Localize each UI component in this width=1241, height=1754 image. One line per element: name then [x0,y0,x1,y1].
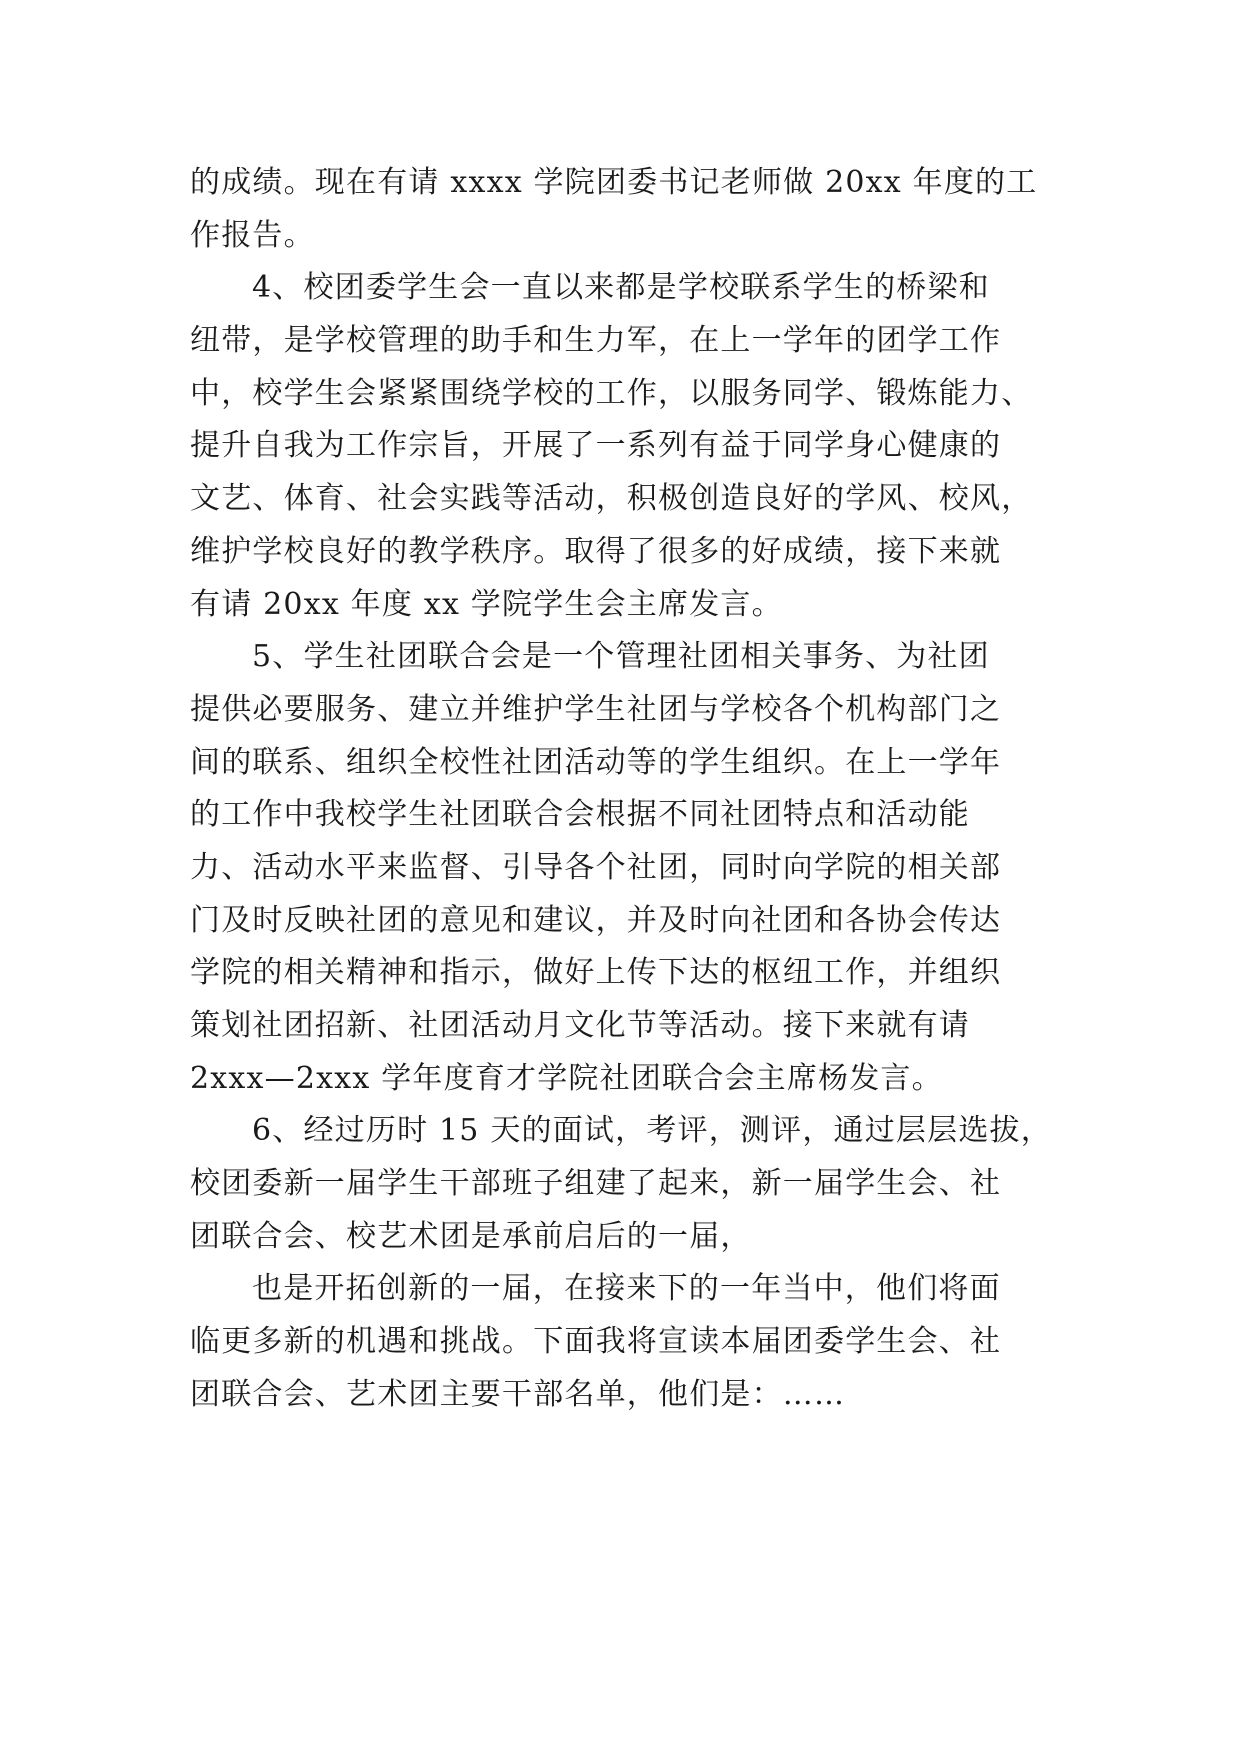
text-line: 纽带，是学校管理的助手和生力军，在上一学年的团学工作 [190,323,1002,359]
text-line: 学院的相关精神和指示，做好上传下达的枢纽工作，并组织 [190,955,1002,991]
paragraph-7-start: 也是开拓创新的一届，在接来下的一年当中，他们将面 [252,1271,1001,1307]
text-line: 的工作中我校学生社团联合会根据不同社团特点和活动能 [190,797,970,833]
text-line: 间的联系、组织全校性社团活动等的学生组织。在上一学年 [190,744,1002,780]
document-body [190,157,1050,1422]
text-line: 的成绩。现在有请 xxxx 学院团委书记老师做 20xx 年度的工 [190,165,1038,200]
paragraph-6-start: 6、经过历时 15 天的面试，考评，测评，通过层层选拔， [252,1113,1052,1149]
text-line: 力、活动水平来监督、引导各个社团，同时向学院的相关部 [190,849,1002,885]
text-line: 中，校学生会紧紧围绕学校的工作，以服务同学、锻炼能力、 [190,375,1033,411]
text-line: 门及时反映社团的意见和建议，并及时向社团和各协会传达 [190,902,1002,938]
text-line: 策划社团招新、社团活动月文化节等活动。接下来就有请 [190,1008,970,1043]
paragraph-5-start: 5、学生社团联合会是一个管理社团相关事务、为社团 [252,639,990,675]
text-line: 团联合会、校艺术团是承前启后的一届， [190,1218,752,1254]
text-line: 2xxx—2xxx 学年度育才学院社团联合会主席杨发言。 [190,1060,943,1096]
text-line: 文艺、体育、社会实践等活动，积极创造良好的学风、校风， [190,481,1033,517]
text-line: 作报告。 [190,217,315,253]
text-line: 临更多新的机遇和挑战。下面我将宣读本届团委学生会、社 [190,1324,1002,1360]
text-line: 有请 20xx 年度 xx 学院学生会主席发言。 [190,586,783,622]
text-line: 维护学校良好的教学秩序。取得了很多的好成绩，接下来就 [190,533,1002,569]
paragraph-4-start: 4、校团委学生会一直以来都是学校联系学生的桥梁和 [252,270,990,306]
text-line: 团联合会、艺术团主要干部名单，他们是：…… [190,1376,846,1412]
text-line: 提供必要服务、建立并维护学生社团与学校各个机构部门之 [190,691,1002,727]
text-line: 提升自我为工作宗旨，开展了一系列有益于同学身心健康的 [190,428,1002,464]
text-line: 校团委新一届学生干部班子组建了起来，新一届学生会、社 [190,1166,1002,1202]
